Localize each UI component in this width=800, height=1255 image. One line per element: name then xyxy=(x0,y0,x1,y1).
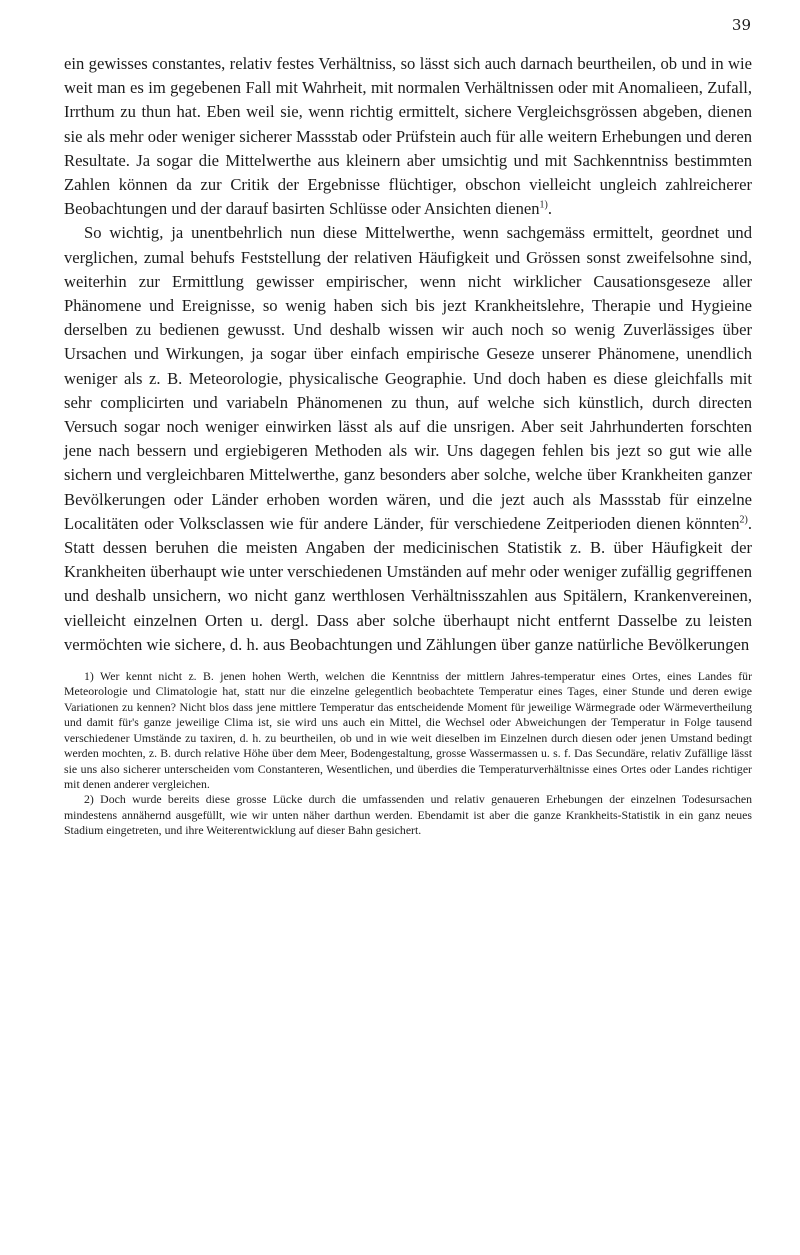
paragraph-text: ein gewisses constantes, relativ festes Verhältniss, so lässt sich auch darnach beurtheilen, ob und in wie weit man es im gegebenen Fall mit Wahrheit, mit normalen Verhältnissen oder mit Anomalieen, Zufall, Irrthum zu thun hat. Eben weil sie, wenn richtig ermittelt, sichere Vergleichsgrössen abgeben, dienen sie als mehr oder weniger sicherer Massstab oder Prüfstein auch für alle weitern Erhebungen und deren Resultate. Ja sogar die Mittelwerthe aus kleinern aber umsichtig und mit Sachkenntniss bestimmten Zahlen können da zur Critik der Ergebnisse flüchtiger, obschon vielleicht ungleich zahlreicherer Beobachtungen und der darauf basirten Schlüsse oder Ansichten dienen xyxy=(64,54,752,219)
footnote-1: 1) Wer kennt nicht z. B. jenen hohen Werth, welchen die Kenntniss der mittlern Jahres-temperatur eines Ortes, eines Landes für Meteorologie und Climatologie hat, statt nur die einzelne gelegentlich beobachtete Temperatur eines Tages, einer Stunde und deren ewige Variationen zu kennen? Nicht blos dass jene mittlere Temperatur das entscheidende Moment für jeweilige Wärmegrade oder Wärmevertheilung und damit für's ganze jeweilige Clima ist, sie wird uns auch ein Mittel, die Wechsel oder Abweichungen der Temperatur in Folge tausend verschiedener Umstände zu taxiren, d. h. zu beurtheilen, ob und in wie weit dieselben im Einzelnen durch diesen oder jenen Umstand bedingt werden mochten, z. B. durch relative Höhe über dem Meer, Bodengestaltung, grosse Wassermassen u. s. f. Das Secundäre, relativ Zufällige lässt sie uns also sicherer unterscheiden vom Constanteren, Wesentlichen, und überdies die Temperaturverhältnisse eines Ortes oder Landes richtiger mit denen anderer vergleichen. xyxy=(64,669,752,791)
paragraph-1 xyxy=(64,52,752,221)
paragraph-text: So wichtig, ja unentbehrlich nun diese Mittelwerthe, wenn sachgemäss ermittelt, geordnet und verglichen, zumal behufs Feststellung der relativen Häufigkeit und Grössen sonst zweifelsohne sind, weiterhin zur Ermittlung gewisser empirischer, wenn nicht wirklicher Causationsgeseze aller Phänomene und Ereignisse, so wenig haben sich bis jezt Krankheitslehre, Therapie und Hygieine derselben zu bedienen gewusst. Und deshalb wissen wir auch noch so wenig Zuverlässiges über Ursachen und Wirkungen, ja sogar über einfach empirische Geseze unserer Phänomene, unendlich weniger als z. B. Meteorologie, physicalische Geographie. Und doch haben es diese gleichfalls mit sehr complicirten und variabeln Phänomenen zu thun, auf welche sich künstlich, durch directen Versuch sogar noch weniger einwirken lässt als auf die unsrigen. Aber seit Jahrhunderten forschten jene nach bessern und ergiebigeren Methoden als wir. Uns dagegen fehlen bis jezt so gut wie alle sichern und vergleichbaren Mittelwerthe, ganz besonders aber solche, welche über Krankheiten ganzer Bevölkerungen oder Länder erhoben worden wären, und die jezt auch als Massstab für einzelne Localitäten oder Volksclassen wie für andere Länder, für verschiedene Zeitperioden dienen könnten xyxy=(64,223,752,533)
paragraph-tail: . xyxy=(547,199,553,219)
footnote-ref-2: 2) xyxy=(739,514,748,526)
footnote-ref-1: 1) xyxy=(539,199,548,211)
paragraph-tail: . Statt dessen beruhen die meisten Angaben der medicinischen Statistik z. B. über Häufigkeit der Krankheiten überhaupt wie unter verschiedenen Umständen auf mehr oder weniger zufällig gegriffenen und deshalb unsichern, wo nicht ganz werthlosen Verhältnisszahlen aus Spitälern, Krankenvereinen, vielleicht einzelnen Orten u. dergl. Dass aber solche überhaupt nicht entfernt Dasselbe zu leisten vermöchten wie sichere, d. h. aus Beobachtungen und Zählungen über ganze natürliche Bevölkerungen xyxy=(64,513,752,654)
paragraph-2 xyxy=(64,221,752,657)
footnotes xyxy=(64,669,752,838)
main-text xyxy=(64,52,752,657)
page-number: 39 xyxy=(731,16,751,34)
footnote-2: 2) Doch wurde bereits diese grosse Lücke durch die umfassenden und relativ genaueren Erhebungen der einzelnen Todesursachen mindestens annähernd ausgefüllt, wie wir unten näher darthun werden. Ebendamit ist aber die ganze Krankheits-Statistik in ein ganz neues Stadium eingetreten, und ihre Weiterentwicklung auf dieser Bahn gesichert. xyxy=(64,792,752,838)
